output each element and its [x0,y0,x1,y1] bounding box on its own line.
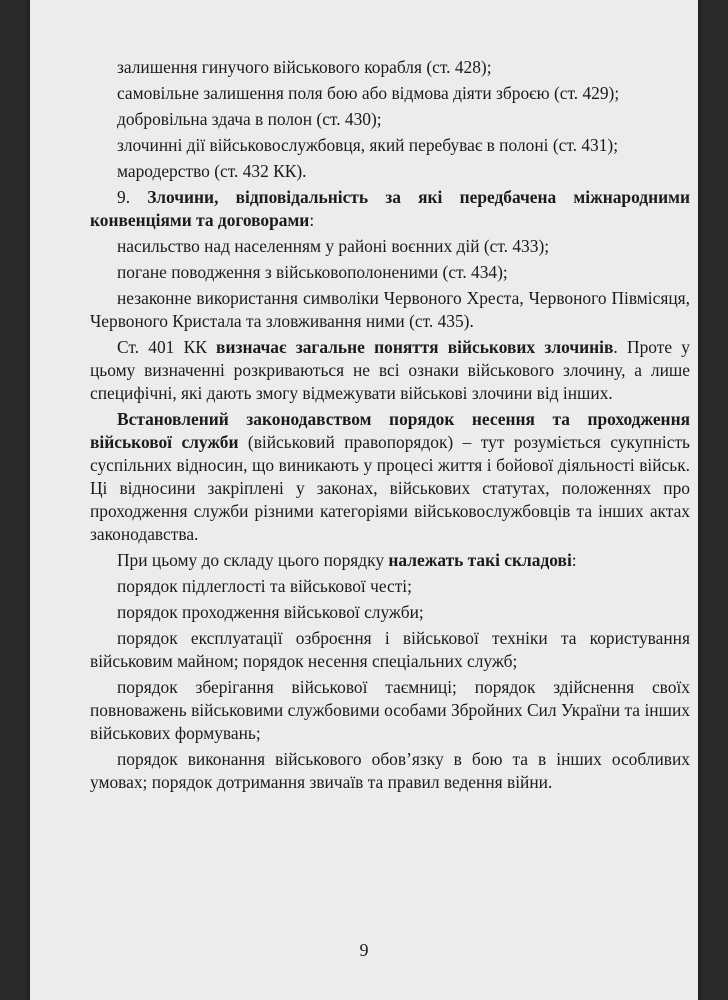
paragraph: самовільне залишення поля бою або відмова діяти зброєю (ст. 429); [117,83,620,103]
paragraph-lead: Ст. 401 КК [117,337,217,357]
paragraph: порядок експлуатації озброєння і військової техніки та користування військовим майном; порядок несення спеціальних служб; [90,628,690,671]
section-heading [90,186,690,232]
paragraph: незаконне використання символіки Червоного Хреста, Червоного Півмісяця, Червоного Кристала та зловживання ними (ст. 435). [90,288,690,331]
paragraph-lead: При цьому до складу цього порядку [117,550,389,570]
page-number: 9 [359,940,369,960]
emphasis: належать такі складові [388,550,572,570]
paragraph: добровільна здача в полон (ст. 430); [117,109,382,129]
paragraph-tail: : [571,550,577,570]
paragraph: мародерство (ст. 432 КК). [117,161,307,181]
paragraph: порядок проходження військової служби; [117,602,424,622]
paragraph: порядок зберігання військової таємниці; порядок здійснення своїх повноважень військовими службовими особами Збройних Сил України та інших військових формувань; [90,677,690,743]
section-title: Злочини, відповідальність за які передбачена міжнародними конвенціями та договорами [90,187,690,230]
page-body [90,56,690,797]
emphasis: Встановлений законодавством порядок несення та проходження військової служби [90,409,690,452]
paragraph-tail: (військовий правопорядок) – тут розуміється сукупність суспільних відносин, що виникають у процесі життя і бойової діяльності військ. Ці відносини закріплені у законах, військових статутах, положеннях про проходження служби різними категоріями військовослужбовців та інших актах законодавства. [90,432,690,544]
paragraph [90,549,690,572]
paragraph [90,336,690,405]
emphasis: визначає загальне поняття військових злочинів [216,337,614,357]
section-number: 9. [117,187,148,207]
paragraph: погане поводження з військовополоненими (ст. 434); [117,262,508,282]
paragraph [90,408,690,546]
paragraph: злочинні дії військовослужбовця, який перебуває в полоні (ст. 431); [117,135,619,155]
paragraph: порядок підлеглості та військової честі; [117,576,412,596]
document-page [30,0,698,1000]
paragraph: насильство над населенням у районі воєнних дій (ст. 433); [117,236,550,256]
paragraph: залишення гинучого військового корабля (ст. 428); [117,57,492,77]
paragraph-tail: . Проте у цьому визначенні розкриваються не всі ознаки військового злочину, а лише специфічні, які дають змогу відмежувати військові злочини від інших. [90,337,690,403]
paragraph: порядок виконання військового обов’язку в бою та в інших особливих умовах; порядок дотримання звичаїв та правил ведення війни. [90,749,690,792]
section-title-colon: : [309,210,315,230]
